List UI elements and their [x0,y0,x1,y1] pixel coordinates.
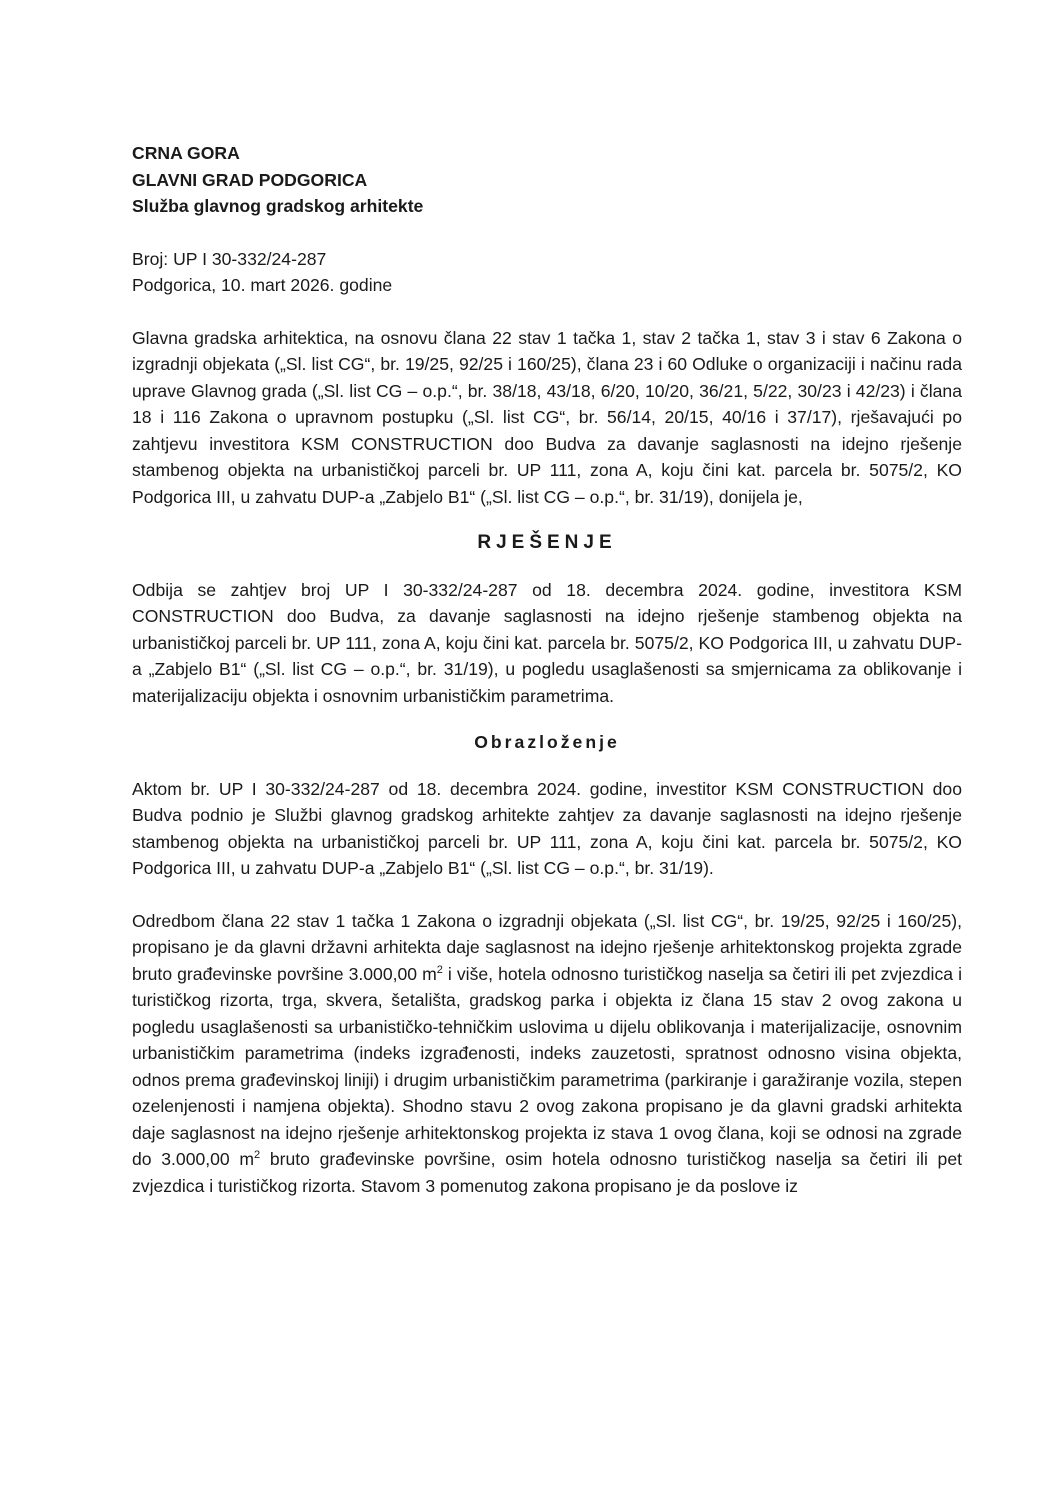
country-heading: CRNA GORA [132,143,240,163]
reasoning-paragraph-1: Aktom br. UP I 30-332/24-287 od 18. decembra 2024. godine, investitor KSM CONSTRUCTION doo Budva podnio je Službi glavnog gradskog arhitekte zahtjev za davanje saglasnosti na idejno rješenje stambenog objekta na urbanističkoj parceli br. UP 111, zona A, koju čini kat. parcela br. 5075/2, KO Podgorica III, u zahvatu DUP-a „Zabjelo B1“ („Sl. list CG – o.p.“, br. 31/19). [132,778,962,878]
reasoning-p2-part2: i više, hotela odnosno turističkog naselja sa četiri ili pet zvjezdica i turističkog rizorta, trga, skvera, šetališta, gradskog parka i objekta iz člana 15 stav 2 ovog zakona u pogledu usaglašenosti sa urbanističko-tehničkim uslovima u dijelu oblikovanja i materijalizacije, osnovnim urbanističkim parametrima (indeks izgrađenosti, indeks zauzetosti, spratnost odnosno visina objekta, odnos prema građevinskoj liniji) i drugim urbanističkim parametrima (parkiranje i garažiranje vozila, stepen ozelenjenosti i namjena objekta). Shodno stavu 2 ovog zakona propisano je da glavni gradski arhitekta daje saglasnost na idejno rješenje arhitektonskog projekta iz stava 1 ovog člana, koji se odnosi na zgrade do 3.000,00 m [132,963,962,1169]
reasoning-title: Obrazloženje [474,732,620,752]
reasoning-paragraph-2 [132,908,962,1200]
document-place-date: Podgorica, 10. mart 2026. godine [132,275,393,295]
document-number: Broj: UP I 30-332/24-287 [132,248,327,269]
city-heading: GLAVNI GRAD PODGORICA [132,169,368,190]
document-page [132,140,962,1199]
office-heading: Služba glavnog gradskog arhitekte [132,196,424,216]
decision-paragraph: Odbija se zahtjev broj UP I 30-332/24-287 od 18. decembra 2024. godine, investitora KSM CONSTRUCTION doo Budva, za davanje saglasnosti na idejno rješenje stambenog objekta na urbanističkoj parceli br. UP 111, zona A, koju čini kat. parcela br. 5075/2, KO Podgorica III, u zahvatu DUP-a „Zabjelo B1“ („Sl. list CG – o.p.“, br. 31/19), u pogledu usaglašenosti sa smjernicama za oblikovanje i materijalizaciju objekta i osnovnim urbanističkim parametrima. [132,579,962,706]
superscript-2: 2 [436,963,443,976]
superscript-2: 2 [254,1149,261,1162]
intro-paragraph: Glavna gradska arhitektica, na osnovu člana 22 stav 1 tačka 1, stav 2 tačka 1, stav 3 i stav 6 Zakona o izgradnji objekata („Sl. list CG“, br. 19/25, 92/25 i 160/25), člana 23 i 60 Odluke o organizaciji i načinu rada uprave Glavnog grada („Sl. list CG – o.p.“, br. 38/18, 43/18, 6/20, 10/20, 36/21, 5/22, 30/23 i 42/23) i člana 18 i 116 Zakona o upravnom postupku („Sl. list CG“, br. 56/14, 20/15, 40/16 i 37/17), rješavajući po zahtjevu investitora KSM CONSTRUCTION doo Budva za davanje saglasnosti na idejno rješenje stambenog objekta na urbanističkoj parceli br. UP 111, zona A, koju čini kat. parcela br. 5075/2, KO Podgorica III, u zahvatu DUP-a „Zabjelo B1“ („Sl. list CG – o.p.“, br. 31/19), donijela je, [132,327,962,507]
reasoning-p2-part1: Odredbom člana 22 stav 1 tačka 1 Zakona o izgradnji objekata („Sl. list CG“, br. 19/25, 92/25 i 160/25), propisano je da glavni državni arhitekta daje saglasnost na idejno rješenje arhitektonskog projekta zgrade bruto građevinske površine 3.000,00 m [132,910,962,984]
decision-title: RJEŠENJE [477,532,617,553]
reasoning-p2-part3: bruto građevinske površine, osim hotela odnosno turističkog naselja sa četiri ili pet zvjezdica i turističkog rizorta. Stavom 3 pomenutog zakona propisano je da poslove iz [132,1149,962,1196]
